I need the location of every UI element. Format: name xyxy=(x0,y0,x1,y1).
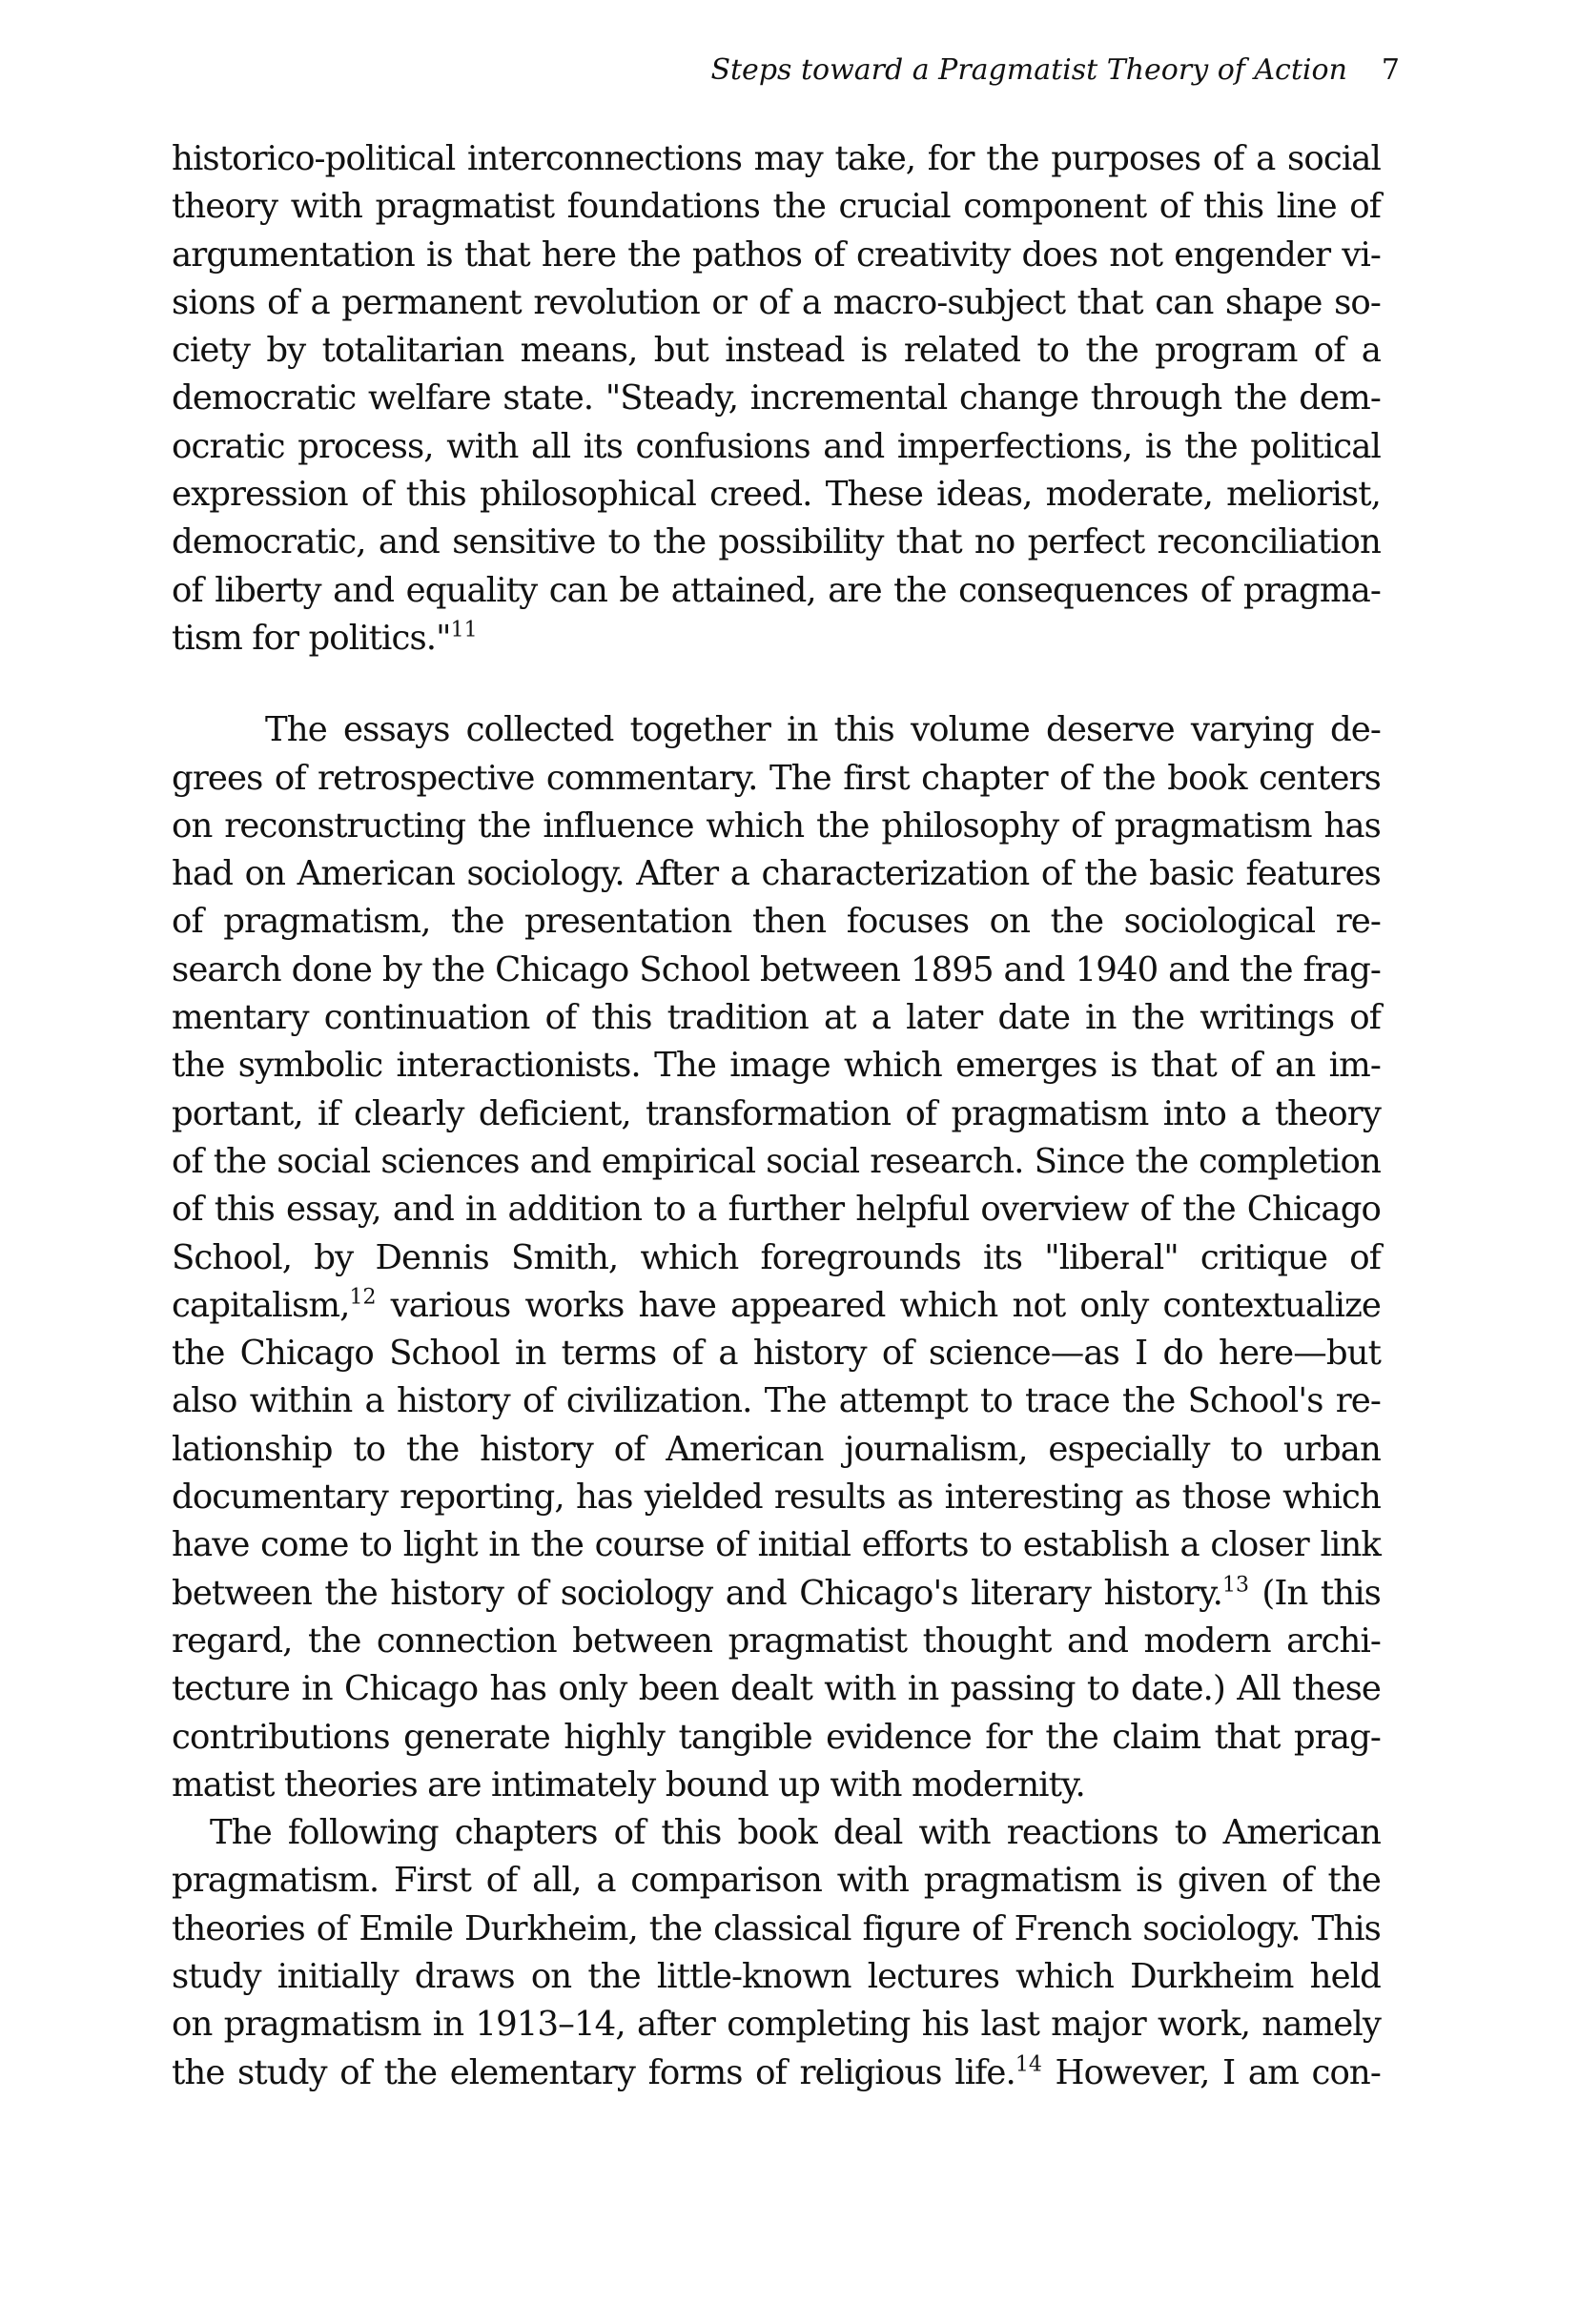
text-run: tism for politics." xyxy=(172,618,451,658)
body-text xyxy=(172,135,1381,2097)
text-line: School, by Dennis Smith, which foregrounds its "liberal" critique of xyxy=(172,1237,1381,1277)
text-line: sions of a permanent revolution or of a macro-subject that can shape so- xyxy=(172,282,1381,322)
text-line: portant, if clearly deficient, transformation of pragmatism into a theory xyxy=(172,1093,1381,1133)
text-line: of this essay, and in addition to a further helpful overview of the Chicago xyxy=(172,1190,1381,1230)
text-line: study initially draws on the little-known lectures which Durkheim held xyxy=(172,1956,1381,1996)
text-line: also within a history of civilization. The attempt to trace the School's re- xyxy=(172,1381,1381,1421)
text-line: argumentation is that here the pathos of creativity does not engender vi- xyxy=(172,234,1381,275)
text-line: have come to light in the course of initial efforts to establish a closer link xyxy=(172,1525,1381,1565)
text-line: expression of this philosophical creed. These ideas, moderate, meliorist, xyxy=(172,475,1381,515)
text-line: The essays collected together in this volume deserve varying de- xyxy=(265,710,1381,750)
section-break xyxy=(172,663,1381,706)
text-line: mentary continuation of this tradition at a later date in the writings of xyxy=(172,998,1381,1038)
text-line: had on American sociology. After a characterization of the basic features xyxy=(172,854,1381,894)
text-run: various works have appeared which not only contextualize xyxy=(376,1285,1381,1325)
text-line xyxy=(172,1570,1381,1618)
text-line: search done by the Chicago School between 1895 and 1940 and the frag- xyxy=(172,949,1381,989)
text-line: theories of Emile Durkheim, the classical figure of French sociology. This xyxy=(172,1908,1381,1948)
text-run: However, I am con- xyxy=(1041,2052,1381,2092)
text-line: The following chapters of this book deal with reactions to American xyxy=(210,1813,1381,1853)
text-line: of liberty and equality can be attained, are the consequences of pragma- xyxy=(172,570,1381,610)
footnote-ref-13: 13 xyxy=(1221,1572,1249,1597)
footnote-ref-14: 14 xyxy=(1015,2051,1042,2076)
text-line: the Chicago School in terms of a history of science—as I do here—but xyxy=(172,1334,1381,1374)
paragraph-3 xyxy=(172,1809,1381,2097)
text-run: (In this xyxy=(1248,1573,1381,1613)
text-line: matist theories are intimately bound up with modernity. xyxy=(172,1764,1085,1804)
text-line: the symbolic interactionists. The image which emerges is that of an im- xyxy=(172,1046,1381,1086)
paragraph-2 xyxy=(172,706,1381,1809)
text-line: pragmatism. First of all, a comparison with pragmatism is given of the xyxy=(172,1861,1381,1901)
text-line: democratic, and sensitive to the possibility that no perfect reconciliation xyxy=(172,522,1381,562)
running-title: Steps toward a Pragmatist Theory of Action xyxy=(710,53,1347,87)
text-line: on pragmatism in 1913–14, after completing his last major work, namely xyxy=(172,2005,1381,2045)
text-line: of pragmatism, the presentation then focuses on the sociological re- xyxy=(172,902,1381,942)
text-run: between the history of sociology and Chicago's literary history. xyxy=(172,1573,1222,1613)
text-run: the study of the elementary forms of religious life. xyxy=(172,2052,1015,2092)
text-line: ciety by totalitarian means, but instead is related to the program of a xyxy=(172,331,1381,371)
page-number: 7 xyxy=(1381,53,1400,87)
text-run: capitalism, xyxy=(172,1285,350,1325)
text-line: tecture in Chicago has only been dealt with in passing to date.) All these xyxy=(172,1669,1381,1709)
text-line xyxy=(172,615,1381,663)
text-line: regard, the connection between pragmatist thought and modern archi- xyxy=(172,1621,1381,1661)
text-line: of the social sciences and empirical social research. Since the completion xyxy=(172,1141,1381,1181)
footnote-ref-11: 11 xyxy=(450,618,478,642)
text-line: theory with pragmatist foundations the crucial component of this line of xyxy=(172,187,1381,227)
text-line: documentary reporting, has yielded results as interesting as those which xyxy=(172,1478,1381,1518)
text-line xyxy=(172,1282,1381,1330)
paragraph-1 xyxy=(172,135,1381,663)
running-head xyxy=(172,51,1400,90)
footnote-ref-12: 12 xyxy=(349,1285,377,1310)
text-line: historico-political interconnections may take, for the purposes of a social xyxy=(172,139,1381,178)
text-line: contributions generate highly tangible evidence for the claim that prag- xyxy=(172,1717,1381,1757)
text-line xyxy=(172,2049,1381,2097)
text-line: lationship to the history of American journalism, especially to urban xyxy=(172,1429,1381,1469)
text-line: grees of retrospective commentary. The first chapter of the book centers xyxy=(172,758,1381,798)
text-line: on reconstructing the influence which the philosophy of pragmatism has xyxy=(172,805,1381,846)
text-line: democratic welfare state. "Steady, incremental change through the dem- xyxy=(172,378,1381,418)
text-line: ocratic process, with all its confusions and imperfections, is the political xyxy=(172,426,1381,466)
